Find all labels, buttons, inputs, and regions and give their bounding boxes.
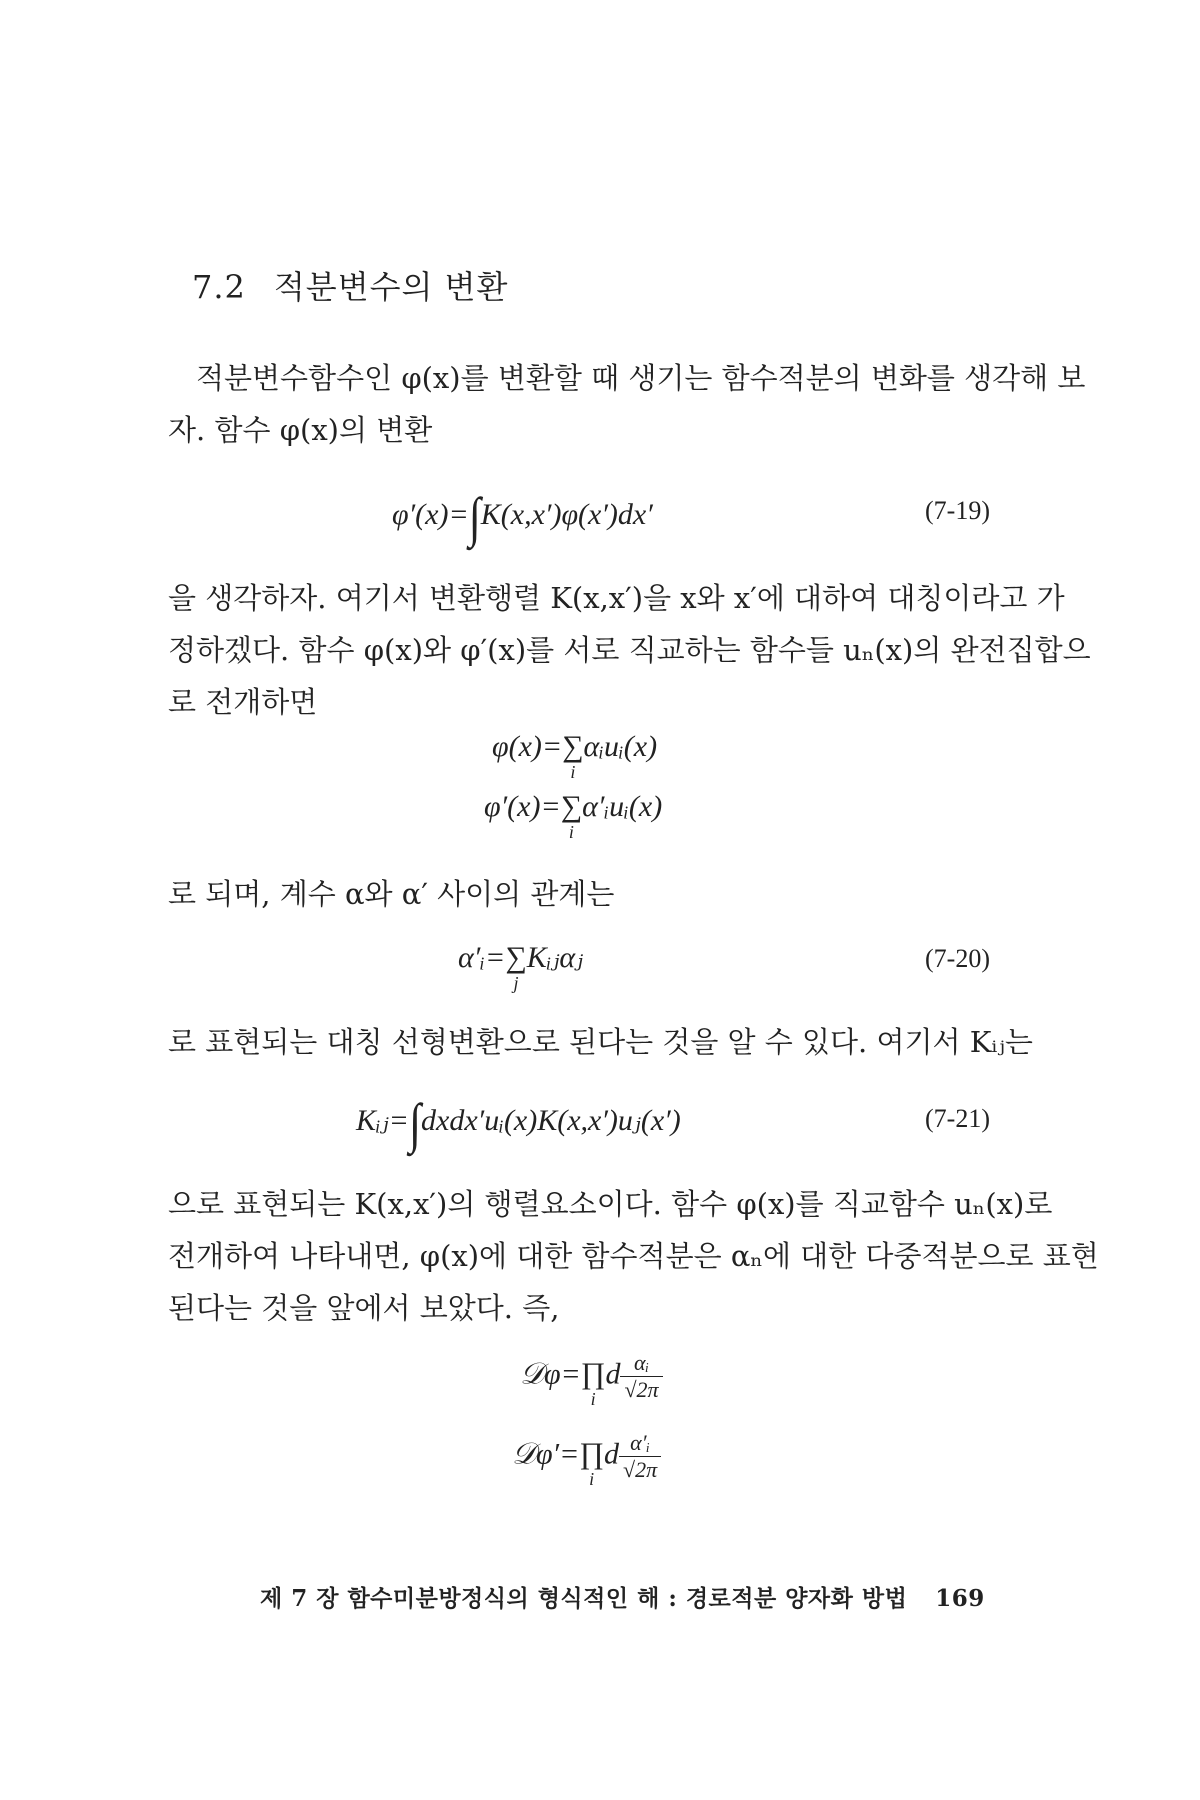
footer-chapter-title: 제 7 장 함수미분방정식의 형식적인 해 : 경로적분 양자화 방법 <box>260 1585 908 1612</box>
fraction-numerator: αᵢ <box>620 1350 662 1377</box>
paragraph-line: 전개하여 나타내면, φ(x)에 대한 함수적분은 αₙ에 대한 다중적분으로 표현 <box>168 1239 1099 1273</box>
equation-lhs: Kᵢⱼ= <box>356 1104 409 1137</box>
differential: d <box>604 1437 620 1471</box>
paragraph-line: 을 생각하자. 여기서 변환행렬 K(x,x′)을 x와 x′에 대하여 대칭이라고 가 <box>168 581 1065 615</box>
integral-symbol: ∫ <box>408 1092 421 1155</box>
fraction-numerator: α′ᵢ <box>619 1430 661 1457</box>
equation-7-19 <box>392 486 653 549</box>
equation-lhs: 𝒟φ= <box>520 1357 581 1391</box>
paragraph-line: 된다는 것을 앞에서 보았다. 즉, <box>168 1291 560 1325</box>
product-symbol: ∏ <box>580 1357 606 1391</box>
paragraph-line: 로 표현되는 대칭 선형변환으로 된다는 것을 알 수 있다. 여기서 Kᵢⱼ는 <box>168 1025 1033 1059</box>
equation-lhs: 𝒟φ′= <box>512 1437 580 1471</box>
paragraph-5 <box>168 1178 1099 1334</box>
measure-equation-2 <box>512 1430 661 1490</box>
differential: d <box>605 1357 621 1391</box>
section-heading <box>192 262 508 308</box>
paragraph-3 <box>168 868 1018 920</box>
equation-lhs: φ′(x)= <box>392 498 469 531</box>
sum-index: j <box>513 973 519 993</box>
equation-term: αᵢuᵢ(x) <box>583 730 658 763</box>
sum-index: i <box>568 822 574 842</box>
sum-symbol-wrap <box>560 790 583 842</box>
paragraph-line: 정하겠다. 함수 φ(x)와 φ′(x)를 서로 직교하는 함수들 uₙ(x)의 완전집합으 <box>168 633 1091 667</box>
equation-rhs: K(x,x′)φ(x′)dx′ <box>480 498 653 531</box>
equation-term: Kᵢⱼαⱼ <box>526 941 584 974</box>
product-index: i <box>589 1469 595 1490</box>
product-symbol-wrap <box>579 1437 605 1490</box>
sum-symbol-wrap <box>562 730 584 782</box>
equation-label-7-20: (7-20) <box>925 944 990 973</box>
product-index: i <box>590 1389 596 1410</box>
equation-lhs: α′ᵢ= <box>458 941 506 974</box>
paragraph-line: 로 되며, 계수 α와 α′ 사이의 관계는 <box>168 877 615 911</box>
running-footer <box>260 1580 985 1613</box>
fraction-denominator: √2π <box>623 1457 658 1482</box>
equation-lhs: φ′(x)= <box>484 790 561 823</box>
fraction <box>619 1430 661 1483</box>
sum-symbol: ∑ <box>505 941 527 974</box>
integral-symbol: ∫ <box>468 486 481 549</box>
sum-symbol: ∑ <box>560 790 583 823</box>
sum-index: i <box>570 762 576 782</box>
equation-7-21 <box>356 1092 681 1155</box>
fraction <box>620 1350 662 1403</box>
paragraph-line: 로 전개하면 <box>168 685 318 719</box>
equation-label-7-19: (7-19) <box>925 496 990 525</box>
section-title: 적분변수의 변환 <box>273 268 509 306</box>
page-number: 169 <box>935 1585 985 1612</box>
equation-term: α′ᵢuᵢ(x) <box>582 790 663 823</box>
paragraph-line: 으로 표현되는 K(x,x′)의 행렬요소이다. 함수 φ(x)를 직교함수 uₙ(x)로 <box>168 1187 1053 1221</box>
product-symbol-wrap <box>580 1357 606 1410</box>
expansion-equation-2 <box>484 790 663 842</box>
paragraph-2 <box>168 572 1091 728</box>
paragraph-line: 자. 함수 φ(x)의 변환 <box>168 413 433 447</box>
paragraph-line: 적분변수함수인 φ(x)를 변환할 때 생기는 함수적분의 변화를 생각해 보 <box>196 361 1086 395</box>
expansion-equation-1 <box>492 730 658 782</box>
equation-rhs: dxdx′uᵢ(x)K(x,x′)uⱼ(x′) <box>421 1104 681 1137</box>
section-number: 7.2 <box>192 268 246 306</box>
equation-7-20 <box>458 940 584 993</box>
measure-equation-1 <box>520 1350 663 1410</box>
paragraph-1 <box>168 352 1086 456</box>
sum-symbol-wrap <box>505 941 527 993</box>
paragraph-4 <box>168 1016 1033 1068</box>
product-symbol: ∏ <box>579 1437 605 1471</box>
equation-label-7-21: (7-21) <box>925 1104 990 1133</box>
fraction-denominator: √2π <box>624 1377 659 1402</box>
sum-symbol: ∑ <box>562 730 584 763</box>
equation-lhs: φ(x)= <box>492 730 563 763</box>
